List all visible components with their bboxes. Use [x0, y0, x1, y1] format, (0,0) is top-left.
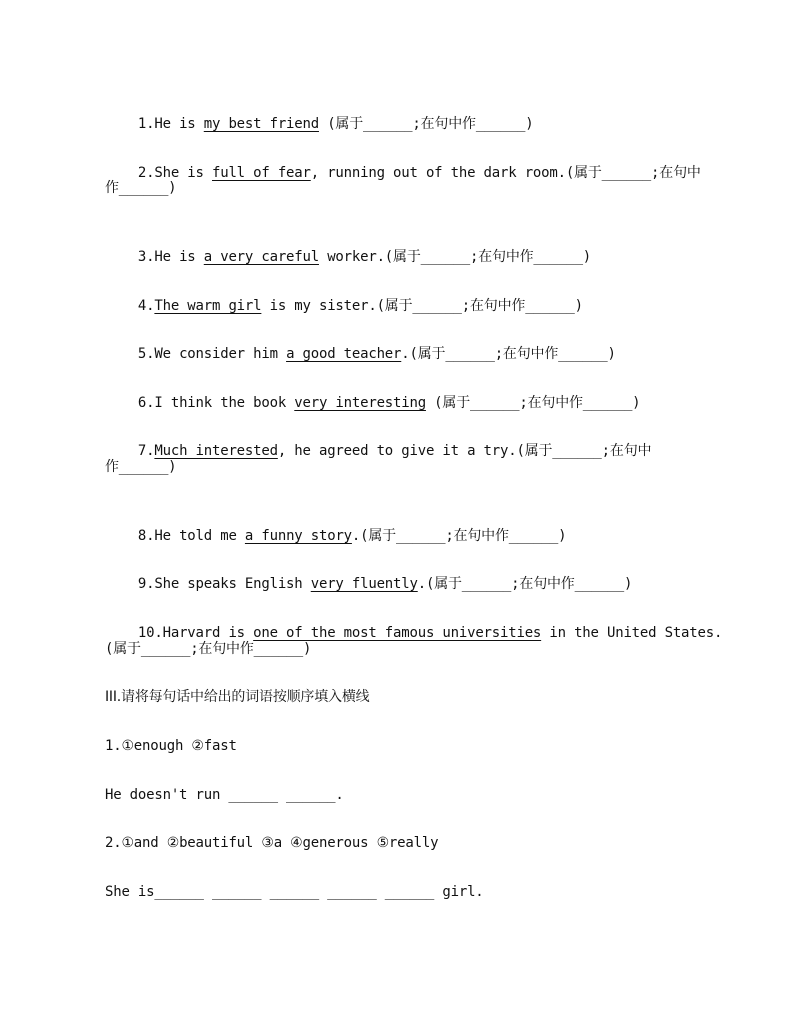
item-2: [105, 143, 701, 203]
exercise-2-sentence: She is______ ______ ______ ______ ______ girl.: [105, 884, 484, 900]
underlined-phrase: full of fear: [212, 165, 311, 181]
item-number: 1.: [137, 116, 155, 132]
exercise-2-words: 2.①and ②beautiful ③a ④generous ⑤really: [105, 835, 439, 851]
item-number: 10.: [137, 625, 163, 641]
section-heading: III.请将每句话中给出的词语按顺序填入横线: [105, 689, 370, 705]
item-text: (属于______;在句中作______): [318, 116, 534, 132]
item-text: He is: [154, 116, 204, 132]
item-number: 8.: [137, 528, 155, 544]
underlined-phrase: one of the most famous universities: [253, 625, 542, 641]
underlined-phrase: The warm girl: [154, 298, 262, 314]
item-text: .(属于______;在句中作______): [417, 576, 633, 592]
item-10-continuation: (属于______;在句中作______): [105, 641, 312, 657]
item-2-continuation: 作______): [105, 180, 177, 196]
item-number: 2.: [137, 165, 155, 181]
item-text: She is: [154, 165, 212, 181]
underlined-phrase: very fluently: [310, 576, 418, 592]
item-number: 9.: [137, 576, 155, 592]
item-number: 6.: [137, 395, 155, 411]
item-text: in the United States.: [541, 625, 723, 641]
item-number: 7.: [137, 443, 155, 459]
item-text: I think the book: [154, 395, 295, 411]
item-text: is my sister.(属于______;在句中作______): [261, 298, 583, 314]
item-text: He told me: [154, 528, 245, 544]
item-number: 3.: [137, 249, 155, 265]
item-text: .(属于______;在句中作______): [351, 528, 567, 544]
item-text: We consider him: [154, 346, 287, 362]
item-text: , running out of the dark room.(属于______;在句中: [310, 165, 701, 181]
item-number: 4.: [137, 298, 155, 314]
item-7-continuation: 作______): [105, 459, 177, 475]
underlined-phrase: very interesting: [294, 395, 426, 411]
item-text: , he agreed to give it a try.(属于______;在句中: [277, 443, 652, 459]
item-7: [105, 421, 651, 481]
underlined-phrase: a funny story: [244, 528, 352, 544]
item-number: 5.: [137, 346, 155, 362]
underlined-phrase: Much interested: [154, 443, 278, 459]
item-text: (属于______;在句中作______): [425, 395, 641, 411]
item-text: worker.(属于______;在句中作______): [318, 249, 592, 265]
item-text: Harvard is: [162, 625, 254, 641]
item-text: .(属于______;在句中作______): [401, 346, 616, 362]
item-text: He is: [154, 249, 204, 265]
exercise-1-words: 1.①enough ②fast: [105, 738, 237, 754]
underlined-phrase: a good teacher: [286, 346, 402, 362]
exercise-1-sentence: He doesn't run ______ ______.: [105, 787, 344, 803]
item-text: She speaks English: [154, 576, 311, 592]
underlined-phrase: a very careful: [203, 249, 319, 265]
underlined-phrase: my best friend: [203, 116, 319, 132]
